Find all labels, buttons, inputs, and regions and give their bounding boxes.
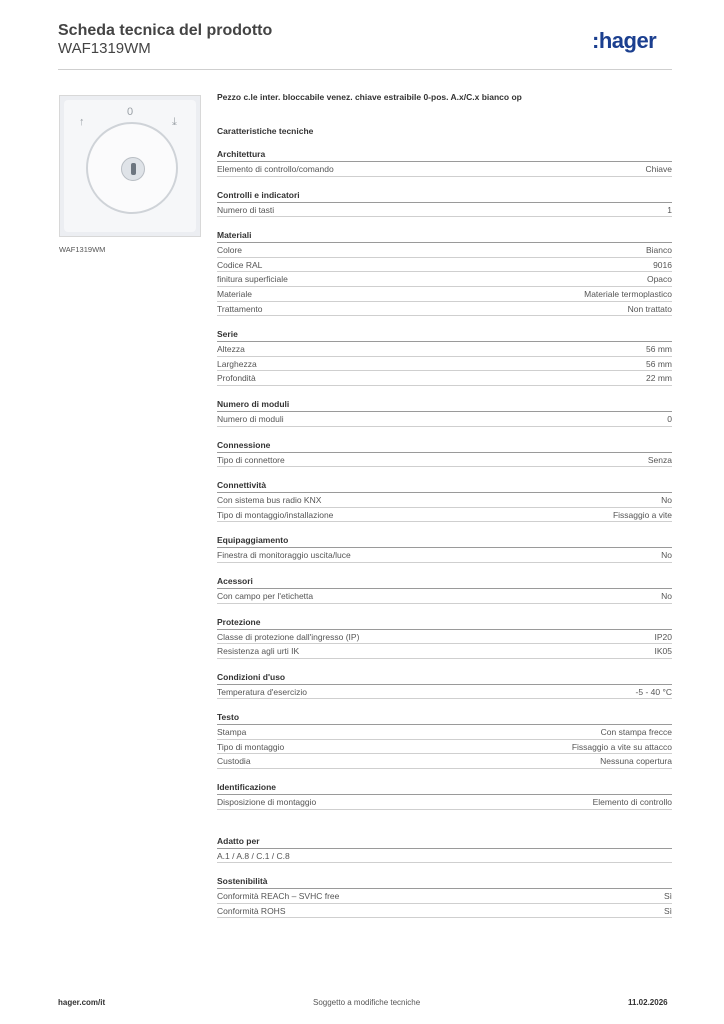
group-title: Connettività — [217, 480, 672, 493]
group-title: Protezione — [217, 617, 672, 630]
switch-ring — [86, 122, 178, 214]
spec-label: Altezza — [217, 344, 245, 355]
spec-value: IK05 — [654, 646, 672, 657]
spec-row — [217, 795, 672, 810]
spec-row — [217, 287, 672, 302]
footer-date: 11.02.2026 — [628, 998, 668, 1007]
spec-row — [217, 342, 672, 357]
spec-label: Colore — [217, 245, 243, 256]
spec-label: Tipo di connettore — [217, 454, 285, 465]
spec-label: Elemento di controllo/comando — [217, 164, 334, 174]
spec-value: Bianco — [646, 245, 672, 256]
spec-value: Fissaggio a vite — [612, 509, 672, 520]
spec-group — [217, 576, 672, 604]
spec-row — [217, 357, 672, 372]
section-heading: Caratteristiche tecniche — [217, 126, 314, 136]
spec-group — [217, 149, 672, 177]
group-title: Identificazione — [217, 782, 672, 795]
spec-label: Numero di tasti — [217, 204, 275, 215]
spec-value: Non trattato — [627, 303, 672, 314]
spec-value: Sì — [663, 891, 672, 902]
spec-label: Materiale — [217, 288, 252, 299]
spec-content — [217, 92, 672, 918]
spec-group — [217, 617, 672, 659]
group-title: Testo — [217, 712, 672, 725]
spec-row — [217, 904, 672, 919]
product-code: WAF1319WM — [58, 40, 151, 57]
spec-label: Tipo di montaggio/installazione — [217, 509, 334, 520]
spec-label: Conformità REACh – SVHC free — [217, 891, 340, 902]
group-title: Connessione — [217, 440, 672, 453]
spec-row — [217, 162, 672, 177]
footer-notice: Soggetto a modifiche tecniche — [313, 998, 421, 1007]
page-title: Scheda tecnica del prodotto — [58, 22, 273, 39]
spec-row — [217, 685, 672, 700]
spec-label: Con campo per l'etichetta — [217, 590, 314, 601]
spec-value: -5 - 40 °C — [635, 686, 672, 697]
spec-value: 0 — [667, 413, 672, 424]
spec-label: Larghezza — [217, 358, 257, 369]
spec-row — [217, 725, 672, 740]
spec-label: finitura superficiale — [217, 274, 288, 285]
group-title: Equipaggiamento — [217, 535, 672, 548]
spec-value: Opaco — [646, 274, 672, 285]
group-title: Sostenibilità — [217, 876, 672, 889]
spec-value: Nessuna copertura — [600, 756, 672, 767]
spec-label: Temperatura d'esercizio — [217, 686, 307, 697]
spec-row — [217, 412, 672, 427]
spec-label: Codice RAL — [217, 259, 263, 270]
group-title: Serie — [217, 329, 672, 342]
spec-value: IP20 — [654, 631, 672, 642]
footer-website[interactable]: hager.com/it — [58, 998, 106, 1007]
spec-group — [217, 480, 672, 522]
product-image — [59, 95, 201, 237]
spec-value: 9016 — [653, 259, 672, 270]
spec-value: Senza — [647, 454, 672, 465]
spec-label: A.1 / A.8 / C.1 / C.8 — [217, 850, 290, 861]
product-plate — [64, 100, 196, 232]
adatto-group — [217, 836, 672, 864]
group-title: Controlli e indicatori — [217, 190, 672, 203]
spec-group — [217, 440, 672, 468]
spec-row — [217, 302, 672, 317]
spec-value: 22 mm — [646, 373, 672, 384]
spec-label: Classe di protezione dall'ingresso (IP) — [217, 631, 360, 642]
spec-group — [217, 399, 672, 427]
spec-label: Conformità ROHS — [217, 905, 286, 916]
spec-value: 56 mm — [646, 344, 672, 355]
spec-row — [217, 243, 672, 258]
spec-row — [217, 258, 672, 273]
spec-value: 1 — [667, 204, 672, 215]
spec-value: No — [661, 550, 672, 561]
spec-value: Chiave — [645, 164, 672, 174]
spec-group — [217, 712, 672, 769]
spec-groups — [217, 149, 672, 810]
spec-label: Custodia — [217, 756, 251, 767]
spec-label: Profondità — [217, 373, 256, 384]
spec-label: Finestra di monitoraggio uscita/luce — [217, 550, 351, 561]
spec-label: Resistenza agli urti IK — [217, 646, 300, 657]
spec-group — [217, 672, 672, 700]
group-title: Architettura — [217, 149, 672, 162]
spec-row — [217, 630, 672, 645]
spec-group — [217, 782, 672, 810]
spec-row — [217, 548, 672, 563]
spec-row — [217, 508, 672, 523]
product-description: Pezzo c.le inter. bloccabile venez. chiave estraibile 0-pos. A.x/C.x bianco op — [217, 92, 522, 102]
spec-label: Trattamento — [217, 303, 263, 314]
spec-row — [217, 203, 672, 218]
spec-group — [217, 535, 672, 563]
arrow-down-icon: ⤓ — [172, 116, 177, 128]
spec-group — [217, 190, 672, 218]
group-title: Adatto per — [217, 836, 672, 849]
group-title: Materiali — [217, 230, 672, 243]
spec-value: Elemento di controllo — [592, 797, 672, 808]
spec-row — [217, 371, 672, 386]
hager-logo: :hager — [592, 28, 657, 53]
spec-row — [217, 740, 672, 755]
group-title: Condizioni d'uso — [217, 672, 672, 685]
spec-row — [217, 272, 672, 287]
spec-label: Tipo di montaggio — [217, 741, 285, 752]
image-caption: WAF1319WM — [59, 245, 106, 254]
spec-value: Sì — [663, 905, 672, 916]
group-title: Numero di moduli — [217, 399, 672, 412]
spec-label: Stampa — [217, 727, 247, 738]
sostenibilita-group — [217, 876, 672, 918]
spec-label: Disposizione di montaggio — [217, 797, 317, 808]
spec-value: 56 mm — [646, 358, 672, 369]
group-title: Acessori — [217, 576, 672, 589]
spec-row — [217, 889, 672, 904]
spec-group — [217, 230, 672, 316]
spec-row — [217, 849, 672, 864]
spec-row — [217, 493, 672, 508]
spec-label: Numero di moduli — [217, 413, 284, 424]
spec-value: No — [661, 495, 672, 506]
spec-row — [217, 754, 672, 769]
spec-label: Con sistema bus radio KNX — [217, 495, 322, 506]
spec-value: Fissaggio a vite su attacco — [571, 741, 672, 752]
spec-value: Con stampa frecce — [600, 727, 672, 738]
zero-mark: 0 — [127, 106, 134, 118]
spec-value: Materiale termoplastico — [584, 288, 672, 299]
header-divider — [58, 69, 672, 70]
spec-row — [217, 453, 672, 468]
spec-group — [217, 329, 672, 386]
spec-value: No — [661, 590, 672, 601]
spec-row — [217, 644, 672, 659]
arrow-up-icon: ↑ — [79, 116, 85, 128]
spec-row — [217, 589, 672, 604]
keyhole-icon — [121, 157, 145, 181]
